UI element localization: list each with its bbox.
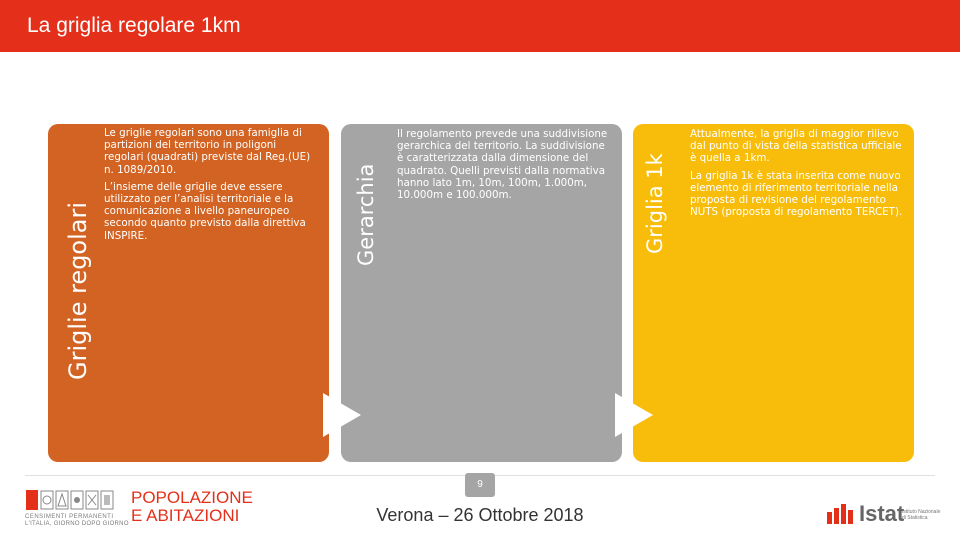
play-arrow-icon [615,393,653,437]
census-logo-line2: L'ITALIA, GIORNO DOPO GIORNO [25,521,129,527]
panel-label-gerarchia: Gerarchia [354,163,378,266]
popolazione-logo [131,489,253,525]
panel-paragraph: Attualmente, la griglia di maggior rilievo dal punto di vista della statistica ufficiale è quella a 1km. [690,128,902,165]
slide-title: La griglia regolare 1km [27,14,241,37]
panel-paragraph: Le griglie regolari sono una famiglia di partizioni del territorio in poligoni regolari (quadrati) previste dal Reg.(UE) n. 1089/2010. [104,127,311,176]
panel-label-griglie-regolari: Griglie regolari [64,201,92,380]
panel-text-griglie-regolari [104,127,318,247]
header-bar [0,0,960,52]
panel-paragraph: Il regolamento prevede una suddivisione gerarchica del territorio. La suddivisione è caratterizzata dalla dimensione del quadrato. Quelli previsti dalla normativa hanno lato 1m, 10m, 100m, 1.000m, 10.000m e 100.000m. [397,128,608,202]
popolazione-logo-line1: POPOLAZIONE [131,488,253,507]
footer-date: Verona – 26 Ottobre 2018 [376,505,584,525]
census-logo-icon [25,488,125,514]
play-arrow-icon [323,393,361,437]
panel-text-gerarchia [397,128,611,206]
census-logo-line1: CENSIMENTI PERMANENTI [25,514,114,520]
istat-subtitle-line2: di Statistica [902,515,928,521]
istat-logo [826,501,941,528]
panel-label-griglia-1k: Griglia 1k [643,153,667,254]
istat-wordmark: Istat [859,501,905,526]
panel-paragraph: La griglia 1k è stata inserita come nuovo elemento di riferimento territoriale nella proposta di revisione del regolamento NUTS (proposta di regolamento TERCET). [690,169,903,219]
page-number-badge: 9 [465,473,495,497]
istat-logo-icon [826,504,856,524]
popolazione-logo-line2: E ABITAZIONI [131,506,240,525]
istat-subtitle-line1: Istituto Nazionale [902,509,941,515]
panel-paragraph: L’insieme delle griglie deve essere utilizzato per l’analisi territoriale e la comunicazione a livello paneuropeo secondo quanto previsto dalla direttiva INSPIRE. [104,180,306,242]
census-logo [25,488,129,527]
panel-text-griglia-1k [690,128,904,223]
